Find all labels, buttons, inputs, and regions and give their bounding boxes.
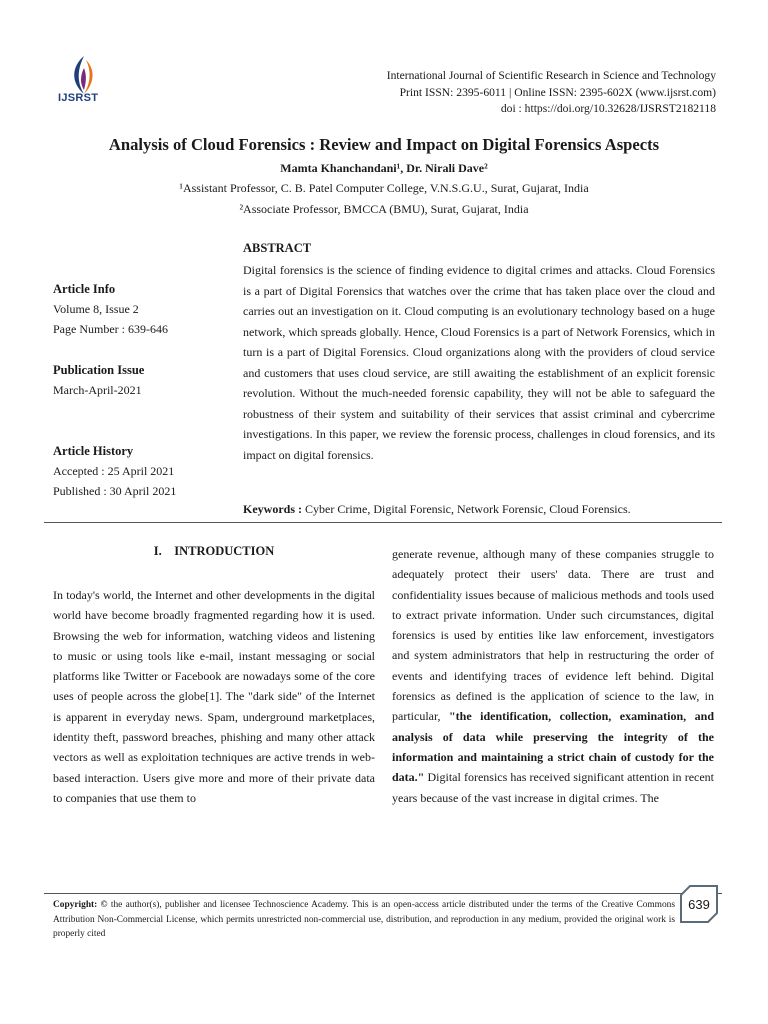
intro-right-text-1: generate revenue, although many of these companies struggle to adequately protect their users' data. There are trust and confidentiality issues because of malicious methods and tools used to extract private information. Under such circumstances, digital forensics is used by entities like law enforcement, investigators and system administrators that help in restructuring the order of events and identifying traces of evidence left behind. Digital forensics as defined is the application of science to the law, in particular, — [392, 547, 714, 724]
published-date: Published : 30 April 2021 — [53, 484, 177, 498]
intro-paragraph-left: In today's world, the Internet and other developments in the digital world have become broadly fragmented regarding how it is used. Browsing the web for information, watching videos and listening to music or using tools like e-mail, instant messaging or social platforms like Twitter or Facebook are nowadays some of the core uses of people across the globe[1]. The "dark side" of the Internet is apparent in everyday news. Spam, underground marketplaces, identity theft, password breaches, phishing and many other attack vectors as well as exploitation techniques are active trends in web-based interaction. Users give more and more of their private data to companies that use them to — [53, 588, 375, 805]
article-history-heading: Article History — [53, 444, 134, 458]
paper-title: Analysis of Cloud Forensics : Review and Impact on Digital Forensics Aspects — [108, 135, 660, 154]
logo-text: IJSRST — [58, 92, 99, 104]
abstract-heading: ABSTRACT — [243, 241, 312, 255]
intro-paragraph-right — [392, 544, 714, 808]
keywords-list: Cyber Crime, Digital Forensic, Network Forensic, Cloud Forensics. — [305, 502, 631, 516]
affiliation-2: ²Associate Professor, BMCCA (BMU), Surat, Gujarat, India — [239, 202, 529, 216]
introduction-heading: I. INTRODUCTION — [153, 544, 275, 558]
journal-name: International Journal of Scientific Research in Science and Technology — [386, 69, 716, 82]
copyright-notice — [53, 898, 675, 942]
keywords — [243, 502, 715, 517]
copyright-label: Copyright: © — [53, 900, 108, 910]
publication-issue-heading: Publication Issue — [53, 363, 145, 377]
journal-issn: Print ISSN: 2395-6011 | Online ISSN: 2395-602X (www.ijsrst.com) — [399, 85, 716, 99]
publication-issue: March-April-2021 — [53, 383, 142, 397]
journal-header — [387, 68, 716, 118]
journal-doi[interactable]: doi : https://doi.org/10.32628/IJSRST2182118 — [500, 102, 716, 115]
article-info-heading: Article Info — [53, 282, 116, 296]
footer-divider — [44, 893, 722, 894]
article-pages: Page Number : 639-646 — [53, 322, 168, 336]
accepted-date: Accepted : 25 April 2021 — [53, 464, 175, 478]
affiliation-1: ¹Assistant Professor, C. B. Patel Computer College, V.N.S.G.U., Surat, Gujarat, India — [179, 181, 589, 195]
intro-left-column — [53, 585, 375, 808]
intro-definition-quote: "the identification, collection, examination, and analysis of data while preserving the integrity of the information and maintaining a strict chain of custody for the data." — [392, 709, 714, 785]
section-divider — [44, 522, 722, 523]
intro-right-column — [392, 544, 714, 808]
keywords-label: Keywords : — [243, 502, 302, 516]
page-number: 639 — [688, 897, 710, 912]
paper-authors: Mamta Khanchandani¹, Dr. Nirali Dave² — [280, 161, 488, 175]
intro-right-text-2: Digital forensics has received significant attention in recent years because of the vast increase in digital crimes. The — [392, 770, 715, 805]
abstract-text: Digital forensics is the science of finding evidence to digital crimes and attacks. Cloud Forensics is a part of Digital Forensics that watches over the crime that has taken place over the cloud and carries out an investigation on it. Cloud computing is an evolutionary technology based on a huge network, which spreads globally. Hence, Cloud Forensics is a part of Network Forensics, which in turn is a part of Digital Forensics. Cloud organizations along with the providers of cloud service and customers that uses cloud service, are still awaiting the establishment of an explicit forensic revolution. Without the much-needed forensic capability, they will not be able to safeguard the robustness of their system and suitability of their services that assist criminal and cybercrime investigations. In this paper, we review the forensic process, challenges in cloud forensics, and its impact on digital forensics. — [243, 263, 715, 462]
article-volume: Volume 8, Issue 2 — [53, 302, 139, 316]
copyright-text: the author(s), publisher and licensee Technoscience Academy. This is an open-access article distributed under the terms of the Creative Commons Attribution Non-Commercial License, which permits unrestricted non-commercial use, distribution, and reproduction in any medium, provided the original work is properly cited — [53, 900, 675, 939]
